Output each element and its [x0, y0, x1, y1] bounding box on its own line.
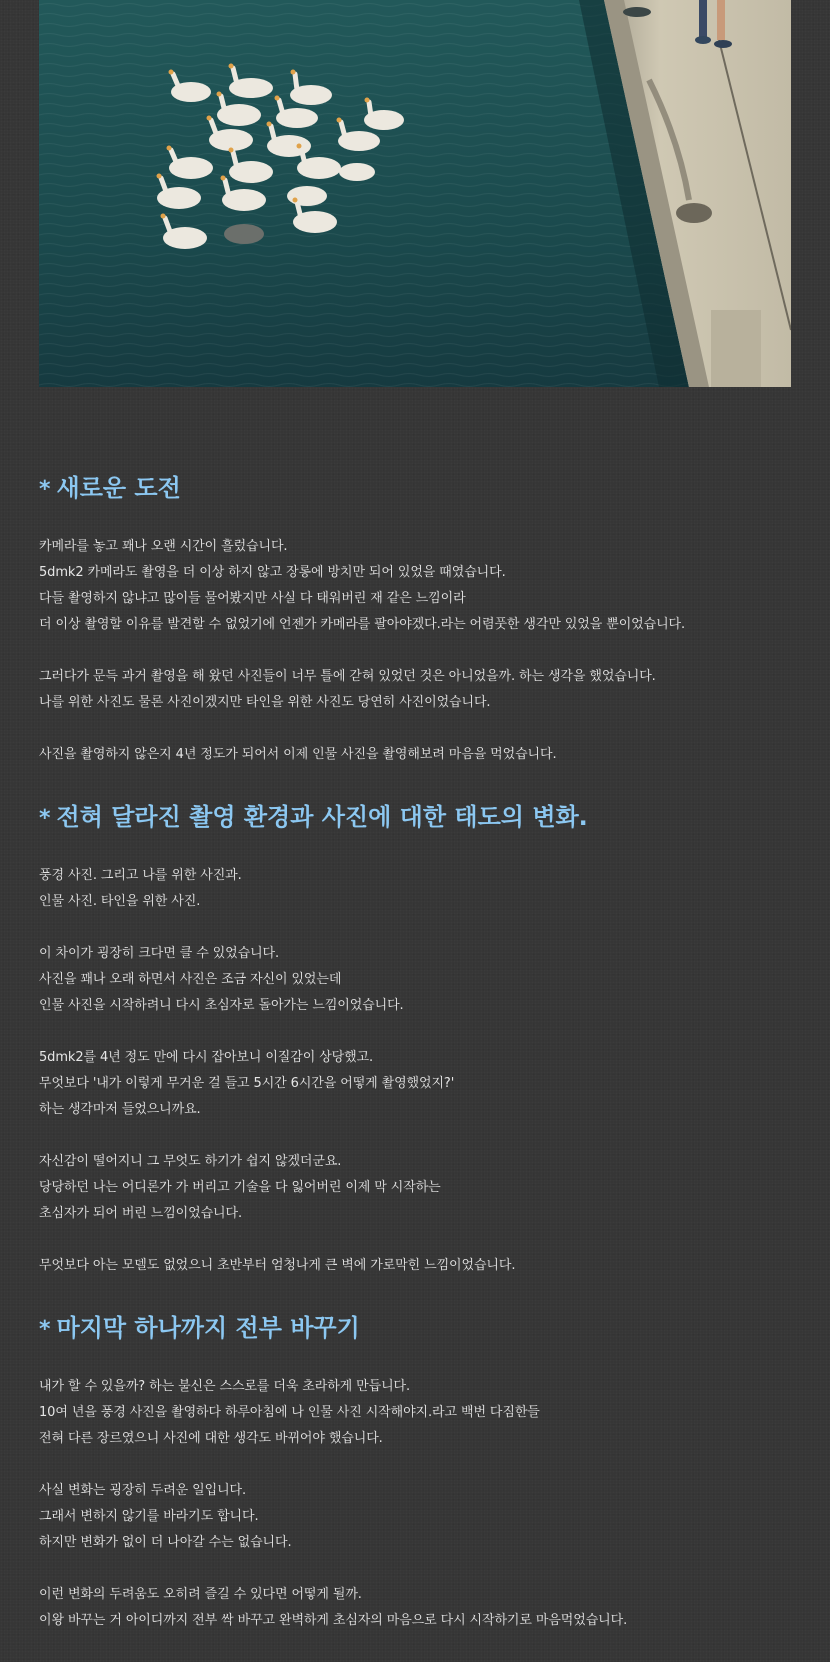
asterisk-icon: *: [39, 806, 51, 831]
text-line: 인물 사진. 타인을 위한 사진.: [39, 894, 201, 909]
text-line: 그래서 변하지 않기를 바라기도 합니다.: [39, 1509, 259, 1524]
section-title: 새로운 도전: [56, 474, 181, 502]
text-line: 하는 생각마저 들었으니까요.: [39, 1102, 201, 1117]
asterisk-icon: *: [39, 477, 51, 502]
paragraph: [39, 1374, 799, 1452]
text-line: 하지만 변화가 없이 더 나아갈 수는 없습니다.: [39, 1535, 292, 1550]
section-new-challenge: [39, 465, 799, 768]
text-line: 사실 변화는 굉장히 두려운 일입니다.: [39, 1483, 247, 1498]
text-line: 더 이상 촬영할 이유를 발견할 수 없었기에 언젠가 카메라를 팔아야겠다.라는 어렴풋한 생각만 있었을 뿐이었습니다.: [39, 617, 686, 632]
paragraph: [39, 534, 799, 638]
text-line: 풍경 사진. 그리고 나를 위한 사진과.: [39, 868, 242, 883]
text-line: 다들 촬영하지 않냐고 많이들 물어봤지만 사실 다 태워버린 재 같은 느낌이라: [39, 591, 466, 606]
text-line: 이런 변화의 두려움도 오히려 즐길 수 있다면 어떻게 될까.: [39, 1587, 362, 1602]
section-heading: [39, 794, 799, 841]
text-line: 사진을 촬영하지 않은지 4년 정도가 되어서 이제 인물 사진을 촬영해보려 마음을 먹었습니다.: [39, 747, 557, 762]
paragraph: [39, 1045, 799, 1123]
text-line: 5dmk2를 4년 정도 만에 다시 잡아보니 이질감이 상당했고.: [39, 1050, 374, 1065]
section-heading: [39, 1305, 799, 1352]
text-line: 나를 위한 사진도 물론 사진이겠지만 타인을 위한 사진도 당연히 사진이었습니다.: [39, 695, 491, 710]
pier-block: [711, 310, 761, 387]
section-changed-attitude: [39, 794, 799, 1279]
text-line: 자신감이 떨어지니 그 무엇도 하기가 쉽지 않겠더군요.: [39, 1154, 342, 1169]
paragraph: [39, 1582, 799, 1634]
text-line: 5dmk2 카메라도 촬영을 더 이상 하지 않고 장롱에 방치만 되어 있었을 때였습니다.: [39, 565, 506, 580]
paragraph: [39, 742, 799, 768]
hero-photo-geese-on-water: [39, 0, 791, 387]
paragraph: [39, 664, 799, 716]
text-line: 이왕 바꾸는 거 아이디까지 전부 싹 바꾸고 완벽하게 초심자의 마음으로 다시 시작하기로 마음먹었습니다.: [39, 1613, 628, 1628]
person-shoe: [714, 40, 732, 48]
hero-photo: [39, 0, 791, 387]
section-title: 마지막 하나까지 전부 바꾸기: [56, 1314, 360, 1342]
text-line: 그러다가 문득 과거 촬영을 해 왔던 사진들이 너무 틀에 갇혀 있었던 것은 아니었을까. 하는 생각을 했었습니다.: [39, 669, 656, 684]
section-title: 전혀 달라진 촬영 환경과 사진에 대한 태도의 변화.: [56, 803, 588, 831]
text-line: 사진을 꽤나 오래 하면서 사진은 조금 자신이 있었는데: [39, 972, 342, 987]
section-heading: [39, 465, 799, 512]
text-line: 무엇보다 '내가 이렇게 무거운 걸 들고 5시간 6시간을 어떻게 촬영했었지?': [39, 1076, 455, 1091]
text-line: 10여 년을 풍경 사진을 촬영하다 하루아침에 나 인물 사진 시작해야지.라고 백번 다짐한들: [39, 1405, 540, 1420]
paragraph: [39, 941, 799, 1019]
person-shoe: [695, 36, 711, 44]
asterisk-icon: *: [39, 1317, 51, 1342]
text-line: 초심자가 되어 버린 느낌이었습니다.: [39, 1206, 242, 1221]
person-leg: [699, 0, 707, 38]
pier-hole: [676, 203, 712, 223]
pier-stain: [623, 7, 651, 17]
text-line: 이 차이가 굉장히 크다면 클 수 있었습니다.: [39, 946, 280, 961]
paragraph: [39, 863, 799, 915]
section-change-everything: [39, 1305, 799, 1634]
paragraph: [39, 1478, 799, 1556]
article-body: [39, 465, 799, 1660]
text-line: 무엇보다 아는 모델도 없었으니 초반부터 엄청나게 큰 벽에 가로막힌 느낌이었습니다.: [39, 1258, 516, 1273]
text-line: 인물 사진을 시작하려니 다시 초심자로 돌아가는 느낌이었습니다.: [39, 998, 404, 1013]
person-leg: [717, 0, 725, 40]
paragraph: [39, 1253, 799, 1279]
text-line: 카메라를 놓고 꽤나 오랜 시간이 흘렀습니다.: [39, 539, 288, 554]
text-line: 당당하던 나는 어디론가 가 버리고 기술을 다 잃어버린 이제 막 시작하는: [39, 1180, 441, 1195]
text-line: 전혀 다른 장르였으니 사진에 대한 생각도 바뀌어야 했습니다.: [39, 1431, 383, 1446]
paragraph: [39, 1149, 799, 1227]
text-line: 내가 할 수 있을까? 하는 불신은 스스로를 더욱 초라하게 만듭니다.: [39, 1379, 411, 1394]
